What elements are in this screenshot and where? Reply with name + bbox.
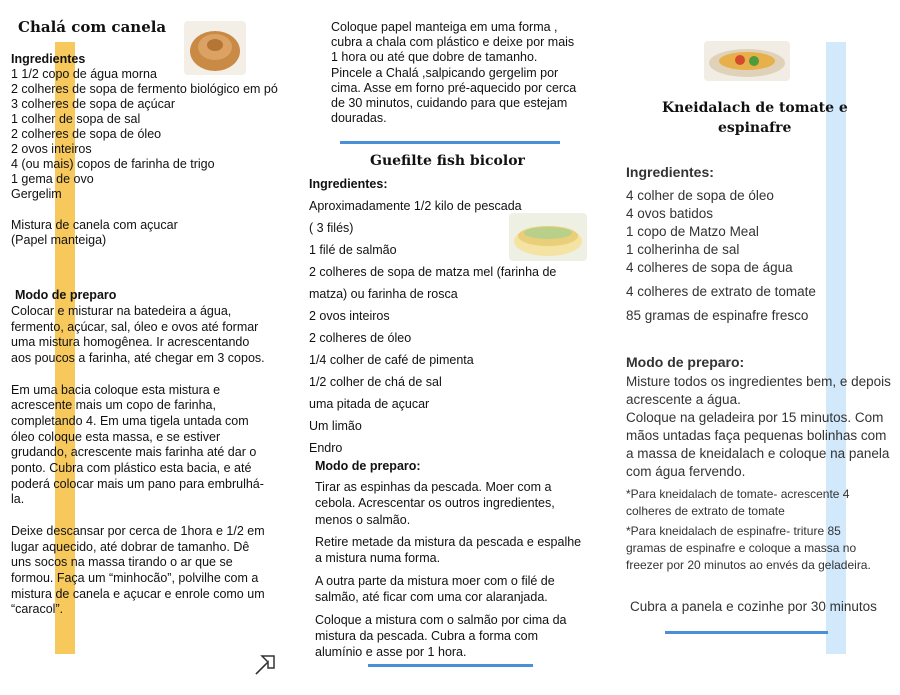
method-line: Misture todos os ingredientes bem, e depois [626,374,891,389]
guefilte-ingredients-heading: Ingredientes: [309,177,388,191]
note-line: gramas de espinafre e coloque a massa no [626,541,857,555]
method-line: Deixe descansar por cerca de 1hora e 1/2 em [11,523,265,538]
ingredient-line: 2 ovos inteiros [11,142,92,156]
ingredient-line: 2 colheres de sopa de fermento biológico em pó [11,82,278,96]
kneidalach-title-line2: espinafre [718,120,792,136]
method-line: lugar aquecido, até dobrar de tamanho. Dê [11,539,250,554]
ingredient-line: 4 (ou mais) copos de farinha de trigo [11,157,215,171]
method-line: alumínio e asse por 1 hora. [315,645,467,659]
method-line: “caracol”. [11,602,64,617]
method-line: cubra a chala com plástico e deixe por mais [331,35,575,50]
method-line: salmão, até ficar com uma cor alaranjada. [315,590,548,604]
extra-line: (Papel manteiga) [11,233,107,247]
ingredient-line: 1 colherinha de sal [626,242,740,257]
kneidalach-final-step: Cubra a panela e cozinhe por 30 minutos [630,599,877,614]
ingredient-line: 4 colher de sopa de óleo [626,188,774,203]
ingredient-line: 4 colheres de sopa de água [626,260,793,275]
ingredient-line: 3 colheres de sopa de açúcar [11,97,175,111]
method-line: douradas. [331,111,387,126]
ingredient-line: 85 gramas de espinafre fresco [626,308,809,323]
chala-bread-photo [184,21,246,75]
method-line: uns socos na massa tirando o ar que se [11,555,233,570]
ingredient-line: 1/2 colher de chá de sal [309,375,442,389]
ingredient-line: 1 copo de Matzo Meal [626,224,759,239]
ingredient-line: 1 1/2 copo de água morna [11,67,157,81]
cursor-arrow-icon [252,652,278,678]
ingredient-line: 4 ovos batidos [626,206,714,221]
method-line: aos poucos a farinha, até chegar em 3 copos. [11,351,265,366]
ingredient-line: 2 colheres de óleo [309,331,412,345]
chala-method-heading: Modo de preparo [15,288,117,302]
method-line: cebola. Acrescentar os outros ingredientes, [315,496,555,510]
kneidalach-method-heading: Modo de preparo: [626,354,745,370]
method-line: completando 4. Em uma tigela untada com [11,413,249,428]
method-line: Em uma bacia coloque esta mistura e [11,382,221,397]
chala-ingredients-heading: Ingredientes [11,52,86,66]
kneidalach-ingredients-heading: Ingredientes: [626,164,714,180]
method-line: Pincele a Chalá ,salpicando gergelim por [331,65,559,80]
method-line: a mistura numa forma. [315,551,441,565]
ingredient-line: 2 colheres de sopa de óleo [11,127,162,141]
ingredient-line: 2 colheres de sopa de matza mel (farinha de [309,265,557,279]
method-line: a massa de kneidalach e coloque na panela [626,446,890,461]
method-line: Coloque papel manteiga em uma forma , [331,20,558,34]
method-line: ponto. Cubra com plástico esta bacia, e até [11,461,252,475]
divider-rule-bottom [368,664,533,667]
method-line: Tirar as espinhas da pescada. Moer com a [315,480,552,494]
method-line: Coloque a mistura com o salmão por cima da [315,613,567,627]
kneidalach-title-line1: Kneidalach de tomate e [662,100,848,116]
method-line: A outra parte da mistura moer com o filé de [315,574,555,588]
ingredient-line: matza) ou farinha de rosca [309,287,458,301]
ingredient-line: 1 colher de sopa de sal [11,112,141,126]
method-line: com água fervendo. [626,464,746,479]
method-line: grudando, acrescente mais farinha até dar o [11,445,257,460]
chala-title: Chalá com canela [18,18,167,36]
ingredient-line: 4 colheres de extrato de tomate [626,284,816,299]
method-line: la. [11,492,25,507]
ingredient-line: uma pitada de açucar [309,397,430,411]
ingredient-line: 1 filé de salmão [309,243,397,257]
method-line: mistura de canela e açucar e enrole como um [11,586,265,601]
method-line: Colocar e misturar na batedeira a água, [11,304,232,318]
method-line: mistura da pescada. Cubra a forma com [315,629,539,643]
method-line: Coloque na geladeira por 15 minutos. Com [626,410,884,425]
method-line: Retire metade da mistura da pescada e espalhe [315,535,582,549]
method-line: uma mistura homogênea. Ir acrescentando [11,335,250,350]
ingredient-line: Aproximadamente 1/2 kilo de pescada [309,199,522,213]
method-line: 1 hora ou até que dobre de tamanho. [331,50,538,65]
method-line: menos o salmão. [315,513,411,527]
extra-line: Mistura de canela com açucar [11,218,178,232]
ingredient-line: 2 ovos inteiros [309,309,390,323]
method-line: fermento, açúcar, sal, óleo e ovos até formar [11,319,259,334]
method-line: acrescente mais um copo de farinha, [11,398,216,413]
ingredient-line: Endro [309,441,343,455]
method-line: acrescente a água. [626,392,741,407]
note-line: *Para kneidalach de tomate- acrescente 4 [626,487,850,501]
kneidalach-soup-photo [704,41,790,81]
method-line: de 30 minutos, cuidando para que estejam [331,96,568,110]
guefilte-fish-photo [509,213,587,261]
method-line: formou. Faça um “minhocão”, polvilhe com a [11,570,259,585]
ingredient-line: 1/4 colher de café de pimenta [309,353,474,367]
method-line: cima. Asse em forno pré-aquecido por cerca [331,80,577,95]
ingredient-line: Gergelim [11,187,62,201]
guefilte-method-heading: Modo de preparo: [315,459,421,473]
method-line: poderá colocar mais um pano para embrulhá- [11,476,264,491]
note-line: colheres de extrato de tomate [626,503,785,518]
ingredient-line: ( 3 filés) [309,221,354,235]
guefilte-title: Guefilte fish bicolor [370,153,525,169]
divider-rule [340,141,560,144]
method-line: mãos untadas faça pequenas bolinhas com [626,428,887,443]
note-line: *Para kneidalach de espinafre- triture 85 [626,524,841,538]
ingredient-line: 1 gema de ovo [11,172,94,186]
method-line: óleo coloque esta massa, e se estiver [11,429,221,444]
divider-rule-col3 [665,631,828,634]
note-line: freezer por 20 minutos ao envés da geladeira. [626,558,871,572]
ingredient-line: Um limão [309,419,362,433]
